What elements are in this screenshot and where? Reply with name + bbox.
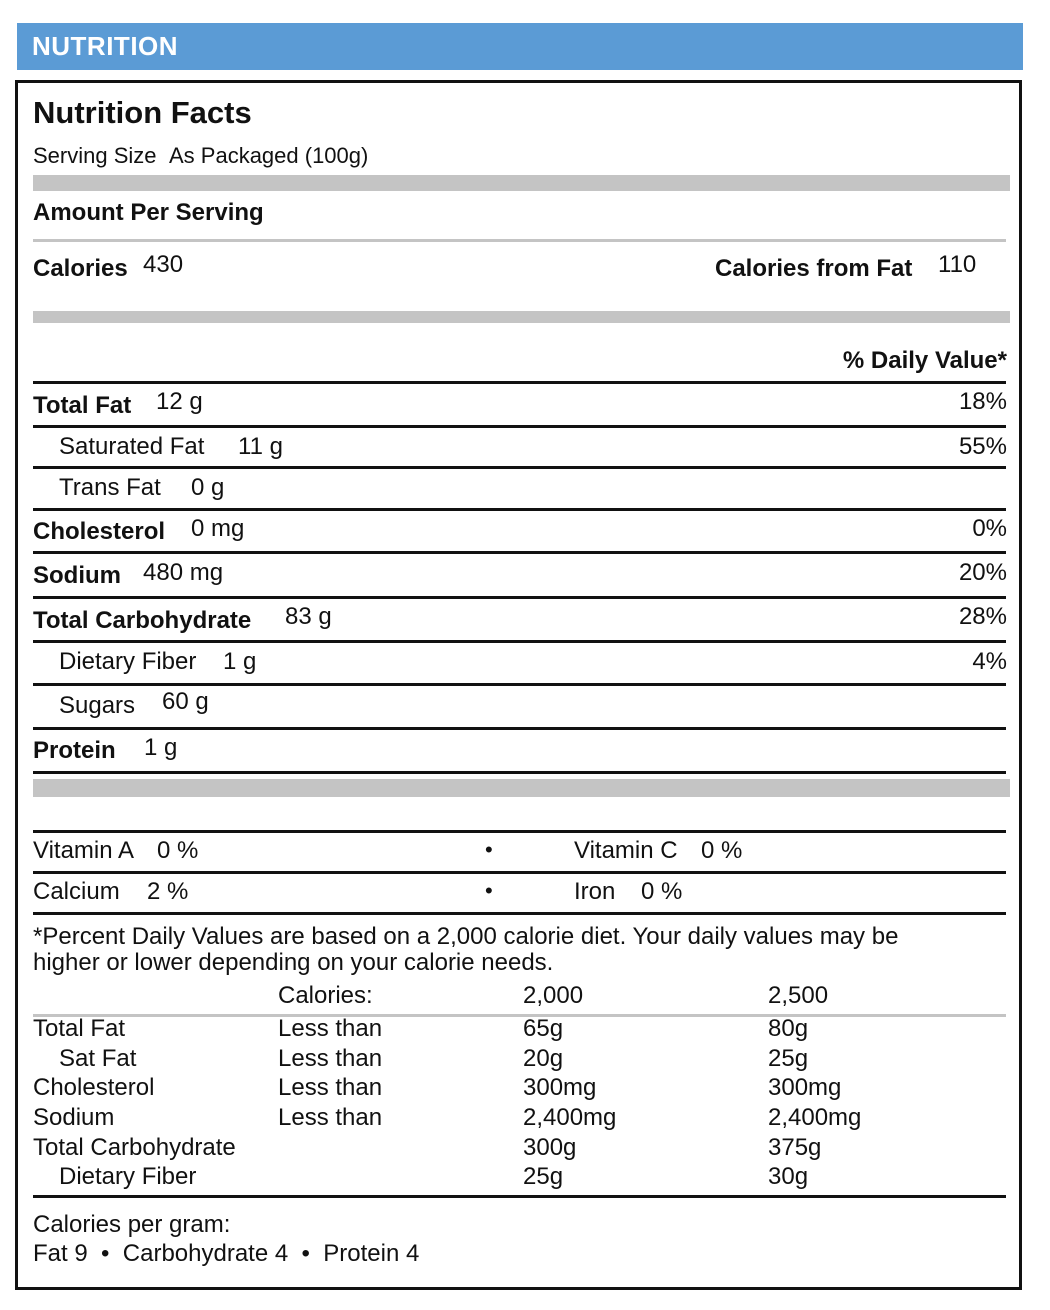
bullet: •	[485, 837, 493, 862]
daily-value-header: % Daily Value*	[842, 347, 1007, 374]
divider-gray-1	[33, 175, 1010, 191]
calories-per-gram-line: Fat 9 • Carbohydrate 4 • Protein 4	[33, 1240, 420, 1267]
divider-thin-1	[33, 239, 1006, 242]
iron-name: Iron	[574, 878, 616, 905]
calories-value: 430	[143, 251, 184, 278]
vitamin-c-name: Vitamin C	[574, 837, 678, 864]
ref-row-2000: 300g	[523, 1134, 577, 1161]
divider-black	[33, 640, 1006, 643]
footnote-line-2: higher or lower depending on your calorie needs.	[33, 949, 554, 976]
nutrient-dv: 18%	[958, 388, 1007, 415]
ref-row-qualifier: Less than	[278, 1074, 383, 1101]
vitamin-c-value: 0 %	[701, 837, 743, 864]
divider-black	[33, 551, 1006, 554]
nutrient-dv: 20%	[958, 559, 1007, 586]
nutrient-amount: 60 g	[162, 688, 209, 715]
divider-thin-2	[33, 1014, 1006, 1017]
ref-row-2000: 25g	[523, 1163, 564, 1190]
ref-header-2000: 2,000	[523, 982, 584, 1009]
nutrient-name: Dietary Fiber	[59, 648, 197, 675]
ref-row-2000: 20g	[523, 1045, 564, 1072]
amount-per-serving: Amount Per Serving	[33, 199, 264, 226]
footnote-line-1: *Percent Daily Values are based on a 2,000 calorie diet. Your daily values may be	[33, 923, 899, 950]
ref-row-2500: 2,400mg	[768, 1104, 862, 1131]
divider-black	[33, 596, 1006, 599]
divider-black	[33, 466, 1006, 469]
ref-row-name: Cholesterol	[33, 1074, 155, 1101]
ref-row-2500: 300mg	[768, 1074, 842, 1101]
nutrition-facts-panel	[15, 80, 1022, 1290]
vitamin-a-value: 0 %	[157, 837, 199, 864]
header-title: NUTRITION	[32, 31, 179, 61]
ref-row-qualifier: Less than	[278, 1015, 383, 1042]
bullet: •	[485, 878, 493, 903]
ref-row-2500: 80g	[768, 1015, 809, 1042]
divider-black	[33, 381, 1006, 384]
ref-row-2500: 30g	[768, 1163, 809, 1190]
ref-row-2000: 300mg	[523, 1074, 597, 1101]
divider-black	[33, 727, 1006, 730]
calories-per-gram-label: Calories per gram:	[33, 1211, 231, 1238]
ref-header-calories: Calories:	[278, 982, 373, 1009]
calories-fat-value: 110	[938, 251, 977, 278]
nutrient-amount: 480 mg	[143, 559, 224, 586]
nutrient-dv: 55%	[958, 433, 1007, 460]
label-title: Nutrition Facts	[33, 95, 252, 130]
nutrient-amount: 0 g	[191, 474, 225, 501]
divider-black	[33, 1195, 1006, 1198]
divider-black	[33, 830, 1006, 833]
nutrient-amount: 83 g	[285, 603, 332, 630]
divider-gray-3	[33, 779, 1010, 797]
nutrient-amount: 12 g	[156, 388, 203, 415]
ref-row-name: Total Fat	[33, 1015, 126, 1042]
nutrient-name: Total Carbohydrate	[33, 607, 252, 634]
nutrient-dv: 28%	[958, 603, 1007, 630]
vitamin-a-name: Vitamin A	[33, 837, 134, 864]
nutrient-amount: 1 g	[144, 734, 178, 761]
divider-black	[33, 683, 1006, 686]
nutrient-dv: 4%	[972, 648, 1007, 675]
nutrient-name: Total Fat	[33, 392, 132, 419]
ref-header-2500: 2,500	[768, 982, 829, 1009]
iron-value: 0 %	[641, 878, 683, 905]
nutrient-amount: 11 g	[238, 433, 283, 460]
divider-black	[33, 508, 1006, 511]
divider-black	[33, 871, 1006, 874]
ref-row-2000: 2,400mg	[523, 1104, 617, 1131]
divider-black	[33, 425, 1006, 428]
nutrient-name: Protein	[33, 737, 116, 764]
nutrient-amount: 1 g	[223, 648, 257, 675]
nutrient-name: Sodium	[33, 562, 121, 589]
header-bar	[17, 23, 1023, 70]
divider-black	[33, 912, 1006, 915]
nutrient-amount: 0 mg	[191, 515, 245, 542]
nutrient-name: Sugars	[59, 692, 136, 719]
nutrient-dv: 0%	[972, 515, 1007, 542]
ref-row-qualifier: Less than	[278, 1045, 383, 1072]
calcium-value: 2 %	[147, 878, 189, 905]
ref-row-name: Total Carbohydrate	[33, 1134, 236, 1161]
ref-row-2500: 375g	[768, 1134, 822, 1161]
ref-row-name: Dietary Fiber	[59, 1163, 197, 1190]
serving-size-label: Serving Size	[33, 143, 157, 168]
ref-row-name: Sodium	[33, 1104, 115, 1131]
calories-fat-label: Calories from Fat	[715, 255, 913, 282]
nutrient-name: Trans Fat	[59, 474, 161, 501]
calcium-name: Calcium	[33, 878, 120, 905]
ref-row-qualifier: Less than	[278, 1104, 383, 1131]
nutrient-name: Cholesterol	[33, 518, 166, 545]
calories-label: Calories	[33, 255, 128, 282]
ref-row-name: Sat Fat	[59, 1045, 137, 1072]
ref-row-2000: 65g	[523, 1015, 564, 1042]
divider-black	[33, 771, 1006, 774]
ref-row-2500: 25g	[768, 1045, 809, 1072]
divider-gray-2	[33, 311, 1010, 323]
nutrient-name: Saturated Fat	[59, 433, 205, 460]
serving-size-value: As Packaged (100g)	[169, 143, 369, 168]
